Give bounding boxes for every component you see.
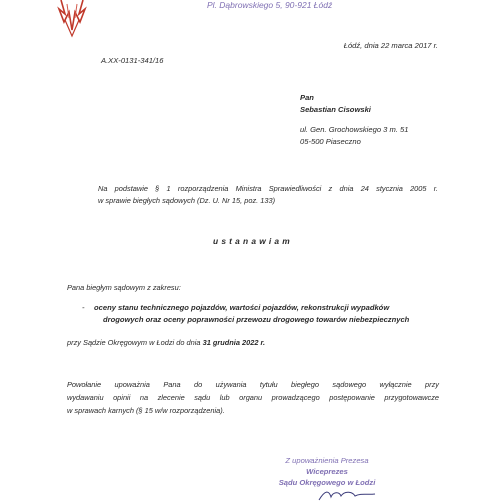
document-date: Łódź, dnia 22 marca 2017 r.	[343, 41, 438, 50]
specialty-block	[82, 302, 409, 326]
signature-title: Wiceprezes	[306, 467, 348, 476]
court-emblem-icon	[55, 0, 89, 38]
appointment-text: Pana biegłym sądowym z zakresu:	[67, 283, 181, 292]
recipient-postal: 05-500 Piaseczno	[300, 137, 361, 146]
legal-basis-line-1: Na podstawie § 1 rozporządzenia Ministra Sprawiedliwości z dnia 24 stycznia 2005 r.	[98, 184, 438, 193]
signature-line-1: Z upoważnienia Prezesa	[285, 456, 369, 465]
list-dash: -	[82, 303, 85, 312]
signature-court: Sądu Okręgowego w Łodzi	[278, 478, 376, 487]
recipient-salutation: Pan	[300, 93, 314, 102]
court-address: Pl. Dąbrowskiego 5, 90-921 Łódź	[207, 0, 333, 10]
court-term-prefix: przy Sądzie Okręgowym w Łodzi do dnia	[67, 338, 201, 347]
recipient-street: ul. Gen. Grochowskiego 3 m. 51	[300, 125, 409, 134]
authorization-paragraph	[67, 378, 439, 417]
decision-heading: ustanawiam	[213, 236, 293, 246]
specialty-line-1: oceny stanu technicznego pojazdów, wartości pojazdów, rekonstrukcji wypadków	[94, 303, 390, 312]
authorization-line-2: wydawaniu opinii na zlecenie sądu lub organu prowadzącego postępowanie przygotowawcze	[67, 393, 439, 402]
reference-number: A.XX-0131-341/16	[101, 56, 164, 65]
legal-basis-line-2: w sprawie biegłych sądowych (Dz. U. Nr 15, poz. 133)	[98, 196, 276, 205]
recipient-name: Sebastian Cisowski	[300, 105, 371, 114]
court-term	[67, 338, 265, 347]
legal-basis	[98, 183, 438, 207]
authorization-line-3: w sprawach karnych (§ 15 w/w rozporządzenia).	[67, 406, 225, 415]
specialty-line-2: drogowych oraz oceny poprawności przewozu drogowego towarów niebezpiecznych	[103, 315, 410, 324]
court-term-date: 31 grudnia 2022 r.	[202, 338, 266, 347]
authorization-line-1: Powołanie upoważnia Pana do używania tytułu biegłego sądowego wyłącznie przy	[67, 380, 439, 389]
signature-block	[272, 455, 382, 488]
recipient-block	[300, 92, 408, 148]
